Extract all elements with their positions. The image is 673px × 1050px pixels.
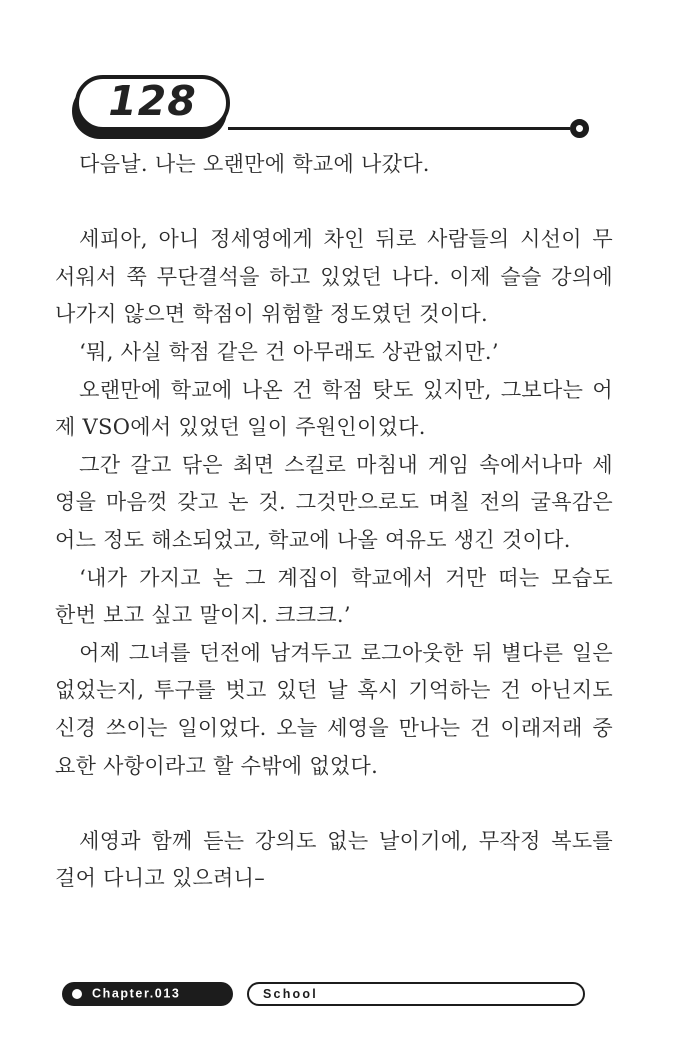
section-badge [247, 982, 585, 1006]
rule-end-dot-icon [570, 119, 589, 138]
text-line: 그간 갈고 닦은 최면 스킬로 마침내 게임 속에서나마 세 [79, 452, 613, 477]
page-number: 128 [108, 77, 197, 125]
text-line: 세영과 함께 듣는 강의도 없는 날이기에, 무작정 복도를 [79, 828, 613, 853]
text-line: 어느 정도 해소되었고, 학교에 나올 여유도 생긴 것이다. [55, 527, 571, 552]
chapter-dot-icon [72, 989, 82, 999]
text-line: 신경 쓰이는 일이었다. 오늘 세영을 만나는 건 이래저래 중 [55, 715, 613, 740]
text-line: 오랜만에 학교에 나온 건 학점 탓도 있지만, 그보다는 어 [79, 377, 613, 402]
section-label: School [263, 987, 318, 1001]
text-line: 없었는지, 투구를 벗고 있던 날 혹시 기억하는 건 아닌지도 [55, 678, 613, 703]
text-line: ‘내가 가지고 논 그 계집이 학교에서 거만 떠는 모습도 [79, 565, 613, 590]
text-line: 한번 보고 싶고 말이지. 크크크.’ [55, 603, 351, 628]
text-line: 제 VSO에서 있었던 일이 주원인이었다. [55, 415, 426, 440]
page-number-badge-face [75, 75, 230, 131]
text-line: 요한 사항이라고 할 수밖에 없었다. [55, 753, 379, 778]
text-line: 걸어 다니고 있으려니– [55, 866, 266, 891]
text-line: 서워서 쭉 무단결석을 하고 있었던 나다. 이제 슬슬 강의에 [55, 264, 613, 289]
chapter-badge [62, 982, 233, 1006]
text-line: 다음날. 나는 오랜만에 학교에 나갔다. [79, 152, 430, 176]
text-line: 나가지 않으면 학점이 위험할 정도였던 것이다. [55, 302, 488, 327]
header-rule-line [228, 127, 570, 130]
text-line: 세피아, 아니 정세영에게 차인 뒤로 사람들의 시선이 무 [79, 227, 613, 252]
body-text [55, 146, 613, 898]
page-number-badge [75, 75, 230, 131]
text-line: 어제 그녀를 던전에 남겨두고 로그아웃한 뒤 별다른 일은 [79, 640, 613, 665]
text-line: 영을 마음껏 갖고 논 것. 그것만으로도 며칠 전의 굴욕감은 [55, 490, 613, 515]
text-line: ‘뭐, 사실 학점 같은 건 아무래도 상관없지만.’ [79, 339, 499, 364]
chapter-label: Chapter.013 [92, 986, 181, 1001]
